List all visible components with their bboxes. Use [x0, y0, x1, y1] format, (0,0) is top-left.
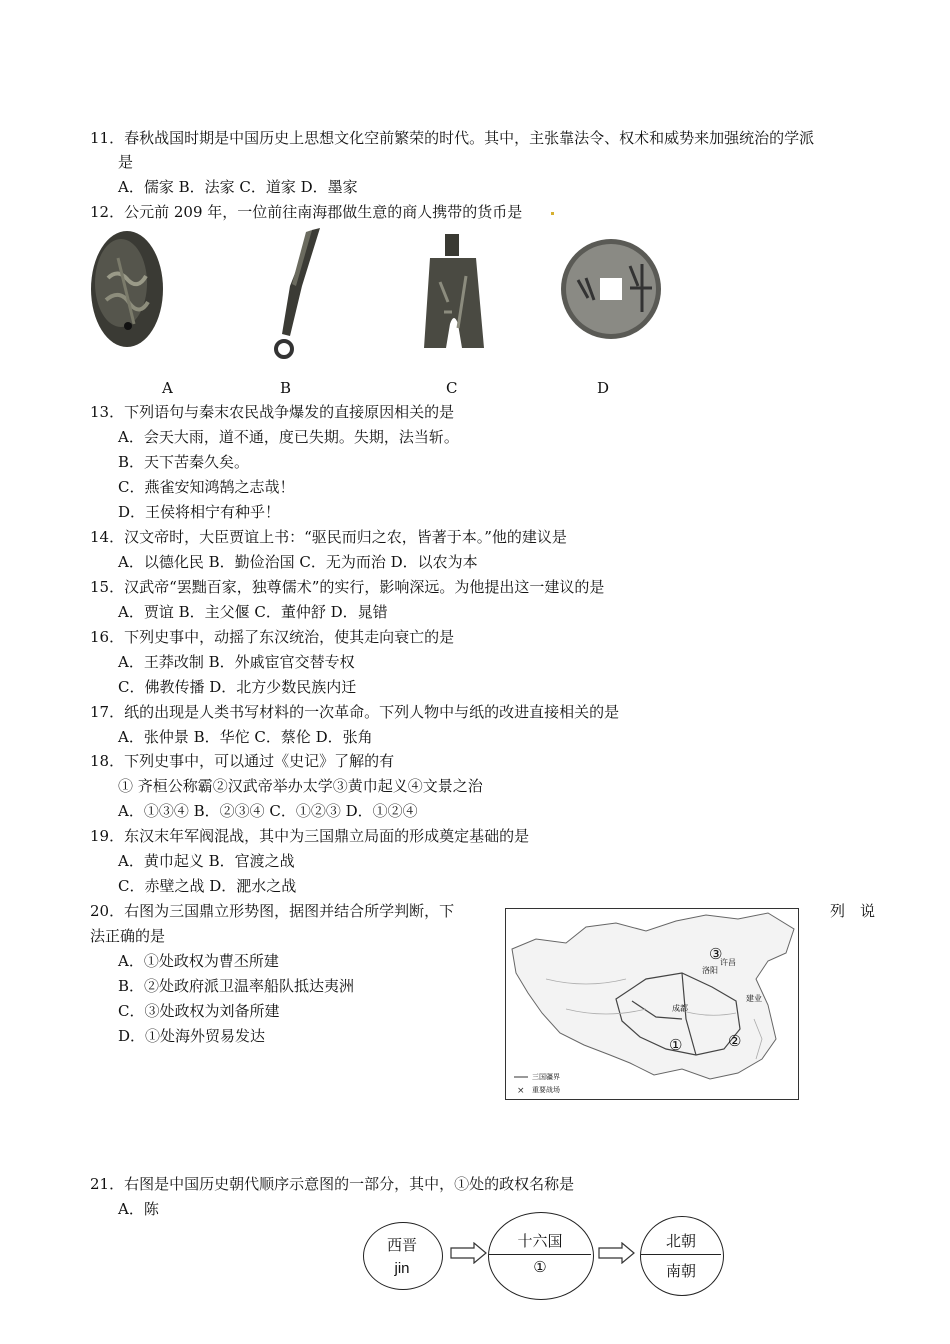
q16-options-cd: C．佛教传播 D．北方少数民族内迁	[118, 678, 357, 696]
arrow-icon	[598, 1242, 636, 1264]
coin-d-image	[558, 236, 664, 342]
dynasty-xijin-sub: jin	[394, 1260, 410, 1277]
q11-stem-cont: 是	[118, 153, 134, 171]
map-city-xuchang: 许昌	[720, 958, 736, 967]
map-mark-2: ②	[728, 1032, 742, 1050]
q13-stem: 13．下列语句与秦末农民战争爆发的直接原因相关的是	[90, 403, 455, 421]
q19-options-ab: A．黄巾起义 B．官渡之战	[118, 852, 295, 870]
q11-stem: 11．春秋战国时期是中国历史上思想文化空前繁荣的时代。其中，主张靠法令、权术和威势来加强统治的学派	[90, 129, 815, 147]
dynasty-nanchao-label: 南朝	[665, 1262, 696, 1280]
map-city-luoyang: 洛阳	[702, 966, 718, 975]
q21-option-a: A．陈	[118, 1200, 159, 1218]
coin-label-c: C	[446, 379, 458, 397]
coin-a-image	[88, 228, 166, 350]
dynasty-circle-xijin	[363, 1222, 443, 1290]
arrow-icon	[450, 1242, 488, 1264]
coin-label-a: A	[162, 379, 173, 397]
map-outline	[506, 909, 798, 1099]
map-mark-1: ①	[669, 1036, 683, 1054]
q20-stem: 20．右图为三国鼎立形势图，据图并结合所学判断，下	[90, 902, 455, 920]
q20-stem-right: 列 说	[830, 902, 876, 920]
three-kingdoms-map	[505, 908, 799, 1100]
dynasty-sixteen-label: 十六国	[517, 1232, 563, 1250]
q19-options-cd: C．赤壁之战 D．淝水之战	[118, 877, 297, 895]
q13-option-c: C．燕雀安知鸿鹄之志哉！	[118, 478, 295, 496]
q12-stem: 12．公元前 209 年，一位前往南海郡做生意的商人携带的货币是	[90, 203, 523, 221]
q14-options: A．以德化民 B．勤俭治国 C．无为而治 D．以农为本	[118, 553, 478, 571]
q17-stem: 17．纸的出现是人类书写材料的一次革命。下列人物中与纸的改进直接相关的是	[90, 703, 620, 721]
divider-line	[641, 1254, 721, 1255]
q16-options-ab: A．王莽改制 B．外戚宦官交替专权	[118, 653, 355, 671]
q20-option-d: D．①处海外贸易发达	[118, 1027, 266, 1045]
map-city-chengdu: 成都	[672, 1004, 688, 1013]
q20-option-a: A．①处政权为曹丕所建	[118, 952, 279, 970]
q17-options: A．张仲景 B．华佗 C．蔡伦 D．张角	[118, 728, 373, 746]
dynasty-blank-1: ①	[533, 1258, 547, 1276]
map-mark-3: ③	[709, 945, 723, 963]
svg-text:×: ×	[517, 1086, 525, 1096]
q13-option-d: D．王侯将相宁有种乎！	[118, 503, 281, 521]
dynasty-circle-northsouth	[640, 1216, 724, 1296]
q15-stem: 15．汉武帝“罢黜百家，独尊儒术”的实行，影响深远。为他提出这一建议的是	[90, 578, 605, 596]
q18-items: ① 齐桓公称霸②汉武帝举办太学③黄巾起义④文景之治	[118, 777, 483, 795]
dot-mark	[551, 212, 554, 215]
coin-label-d: D	[597, 379, 610, 397]
q20-option-c: C．③处政权为刘备所建	[118, 1002, 280, 1020]
dynasty-beichao-label: 北朝	[665, 1232, 696, 1250]
coin-c-image	[418, 232, 490, 352]
q16-stem: 16．下列史事中，动摇了东汉统治，使其走向衰亡的是	[90, 628, 455, 646]
q18-options: A．①③④ B．②③④ C．①②③ D．①②④	[118, 802, 418, 820]
q13-option-a: A．会天大雨，道不通，度已失期。失期，法当斩。	[118, 428, 459, 446]
coin-label-b: B	[280, 379, 292, 397]
q20-stem-cont: 法正确的是	[90, 927, 166, 945]
dynasty-circle-sixteen	[488, 1212, 594, 1300]
q13-option-b: B．天下苦秦久矣。	[118, 453, 250, 471]
map-legend-border: 三国疆界	[532, 1073, 560, 1081]
q14-stem: 14．汉文帝时，大臣贾谊上书：“驱民而归之农，皆著于本。”他的建议是	[90, 528, 567, 546]
q18-stem: 18．下列史事中，可以通过《史记》了解的有	[90, 752, 395, 770]
coin-b-image	[262, 226, 326, 362]
q19-stem: 19．东汉末年军阀混战，其中为三国鼎立局面的形成奠定基础的是	[90, 827, 530, 845]
map-legend-battle: 重要战场	[532, 1086, 560, 1094]
dynasty-xijin-label: 西晋	[386, 1236, 417, 1254]
map-city-jianye: 建业	[746, 994, 762, 1003]
q20-option-b: B．②处政府派卫温率船队抵达夷洲	[118, 977, 355, 995]
q11-options: A．儒家 B．法家 C．道家 D．墨家	[118, 178, 358, 196]
q15-options: A．贾谊 B．主父偃 C．董仲舒 D．晁错	[118, 603, 388, 621]
q21-stem: 21．右图是中国历史朝代顺序示意图的一部分，其中，①处的政权名称是	[90, 1175, 575, 1193]
divider-line	[489, 1254, 591, 1255]
